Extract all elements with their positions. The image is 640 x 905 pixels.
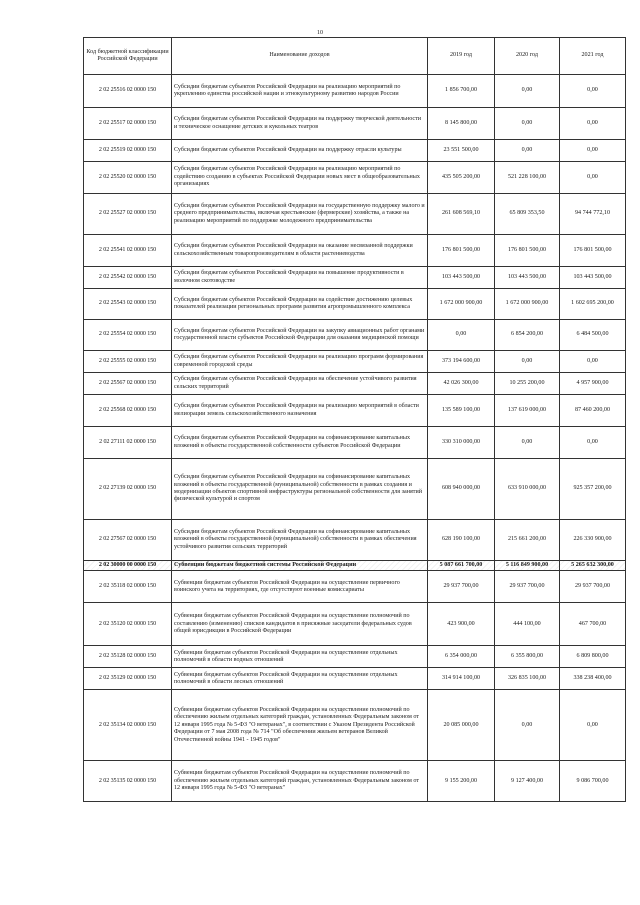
cell-name: Субсидии бюджетам субъектов Российской Федерации на реализацию мероприятий по укреплению единства российской нации и этнокультурному развитию народов России [172, 75, 428, 108]
cell-v2019: 5 087 661 700,00 [428, 561, 495, 571]
cell-v2019: 20 085 000,00 [428, 690, 495, 761]
cell-v2021: 176 801 500,00 [560, 235, 626, 267]
table-row [84, 140, 626, 162]
table-row [84, 668, 626, 690]
cell-code: 2 02 35129 02 0000 150 [84, 668, 172, 690]
cell-name: Субсидии бюджетам субъектов Российской Федерации на софинансирование капитальных вложений в объекты государственной (муниципальной) собственности в рамках обеспечения устойчивого развития сельских территорий [172, 520, 428, 561]
cell-v2021: 87 460 200,00 [560, 395, 626, 427]
cell-v2020: 29 937 700,00 [495, 571, 560, 603]
cell-name: Субсидии бюджетам субъектов Российской Федерации на реализацию мероприятий по содействию созданию в субъектах Российской Федерации новых мест в общеобразовательных организациях [172, 162, 428, 194]
cell-v2020: 444 100,00 [495, 603, 560, 646]
cell-code: 2 02 27111 02 0000 150 [84, 427, 172, 459]
cell-v2019: 23 551 500,00 [428, 140, 495, 162]
header-2019: 2019 год [428, 38, 495, 75]
table-row [84, 320, 626, 351]
cell-v2019: 1 672 000 900,00 [428, 289, 495, 320]
cell-name: Субвенции бюджетам субъектов Российской Федерации на осуществление полномочий по составлению (изменению) списков кандидатов в присяжные заседатели федеральных судов общей юрисдикции в Российской Федерации [172, 603, 428, 646]
cell-name: Субсидии бюджетам субъектов Российской Федерации на софинансирование капитальных вложений в объекты государственной (муниципальной) собственности в рамках создания и модернизации объектов спортивной инфраструктуры региональной собственности для занятий физической культурой и спортом [172, 459, 428, 520]
cell-v2019: 176 801 500,00 [428, 235, 495, 267]
cell-name: Субсидии бюджетам субъектов Российской Федерации на реализацию мероприятий в области мелиорации земель сельскохозяйственного назначения [172, 395, 428, 427]
table-row-total [84, 561, 626, 571]
cell-v2021: 0,00 [560, 75, 626, 108]
cell-v2021: 226 330 900,00 [560, 520, 626, 561]
cell-code: 2 02 25567 02 0000 150 [84, 373, 172, 395]
cell-v2021: 925 357 200,00 [560, 459, 626, 520]
cell-v2019: 6 354 000,00 [428, 646, 495, 668]
cell-v2021: 6 484 500,00 [560, 320, 626, 351]
cell-v2021: 0,00 [560, 162, 626, 194]
table-header-row [84, 38, 626, 75]
cell-v2021: 0,00 [560, 140, 626, 162]
cell-v2020: 10 255 200,00 [495, 373, 560, 395]
cell-code: 2 02 25568 02 0000 150 [84, 395, 172, 427]
cell-v2020: 65 809 353,50 [495, 194, 560, 235]
cell-v2020: 215 661 200,00 [495, 520, 560, 561]
cell-code: 2 02 30000 00 0000 150 [84, 561, 172, 571]
table-row [84, 690, 626, 761]
header-code: Код бюджетной классификации Российской Федерации [84, 38, 172, 75]
cell-name: Субсидии бюджетам субъектов Российской Федерации на содействие достижению целевых показателей реализации региональных программ развития агропромышленного комплекса [172, 289, 428, 320]
cell-code: 2 02 25543 02 0000 150 [84, 289, 172, 320]
table-row [84, 373, 626, 395]
cell-v2020: 6 355 800,00 [495, 646, 560, 668]
table-row [84, 75, 626, 108]
cell-v2020: 0,00 [495, 75, 560, 108]
cell-v2020: 6 854 200,00 [495, 320, 560, 351]
cell-v2019: 261 608 569,10 [428, 194, 495, 235]
cell-v2020: 521 228 100,00 [495, 162, 560, 194]
cell-v2021: 4 957 900,00 [560, 373, 626, 395]
cell-v2020: 176 801 500,00 [495, 235, 560, 267]
cell-v2021: 0,00 [560, 690, 626, 761]
cell-v2021: 5 265 632 300,00 [560, 561, 626, 571]
cell-v2020: 0,00 [495, 140, 560, 162]
cell-name: Субвенции бюджетам субъектов Российской Федерации на осуществление отдельных полномочий в области лесных отношений [172, 668, 428, 690]
cell-v2021: 338 238 400,00 [560, 668, 626, 690]
table-row [84, 427, 626, 459]
header-name: Наименование доходов [172, 38, 428, 75]
table-row [84, 351, 626, 373]
cell-code: 2 02 25542 02 0000 150 [84, 267, 172, 289]
cell-code: 2 02 25554 02 0000 150 [84, 320, 172, 351]
cell-v2019: 9 155 200,00 [428, 761, 495, 802]
cell-v2019: 0,00 [428, 320, 495, 351]
cell-name: Субсидии бюджетам субъектов Российской Федерации на повышение продуктивности в молочном скотоводстве [172, 267, 428, 289]
table-row [84, 520, 626, 561]
cell-v2019: 423 900,00 [428, 603, 495, 646]
cell-v2019: 330 310 000,00 [428, 427, 495, 459]
cell-name: Субвенции бюджетам субъектов Российской Федерации на осуществление отдельных полномочий в области водных отношений [172, 646, 428, 668]
cell-v2020: 0,00 [495, 351, 560, 373]
table-row [84, 194, 626, 235]
cell-code: 2 02 35128 02 0000 150 [84, 646, 172, 668]
cell-v2020: 0,00 [495, 427, 560, 459]
cell-v2021: 1 602 695 200,00 [560, 289, 626, 320]
cell-name: Субвенции бюджетам субъектов Российской Федерации на осуществление полномочий по обеспечению жильем отдельных категорий граждан, установленных Федеральным законом от 12 января 1995 года № 5-ФЗ "О ветеранах" [172, 761, 428, 802]
cell-name: Субсидии бюджетам субъектов Российской Федерации на реализацию программ формирования современной городской среды [172, 351, 428, 373]
cell-code: 2 02 25527 02 0000 150 [84, 194, 172, 235]
cell-v2021: 103 443 500,00 [560, 267, 626, 289]
cell-v2019: 373 194 600,00 [428, 351, 495, 373]
cell-v2021: 467 700,00 [560, 603, 626, 646]
cell-v2020: 103 443 500,00 [495, 267, 560, 289]
header-2020: 2020 год [495, 38, 560, 75]
cell-name: Субвенции бюджетам субъектов Российской Федерации на осуществление полномочий по обеспечению жильем отдельных категорий граждан, установленных Федеральным законом от 12 января 1995 года № 5-ФЗ "О ветеранах", в соответствии с Указом Президента Российской Федерации от 7 мая 2008 года № 714 "Об обеспечении жильем ветеранов Великой Отечественной войны 1941 - 1945 годов" [172, 690, 428, 761]
table-row [84, 108, 626, 140]
cell-v2019: 1 856 700,00 [428, 75, 495, 108]
cell-v2021: 94 744 772,10 [560, 194, 626, 235]
cell-v2020: 0,00 [495, 690, 560, 761]
cell-v2021: 0,00 [560, 108, 626, 140]
cell-name: Субсидии бюджетам субъектов Российской Федерации на оказание несвязанной поддержки сельскохозяйственным товаропроизводителям в области растениеводства [172, 235, 428, 267]
cell-name: Субсидии бюджетам субъектов Российской Федерации на обеспечение устойчивого развития сельских территорий [172, 373, 428, 395]
cell-code: 2 02 25519 02 0000 150 [84, 140, 172, 162]
cell-v2021: 6 809 800,00 [560, 646, 626, 668]
cell-code: 2 02 35134 02 0000 150 [84, 690, 172, 761]
cell-v2019: 608 940 000,00 [428, 459, 495, 520]
table-row [84, 289, 626, 320]
cell-v2020: 326 835 100,00 [495, 668, 560, 690]
cell-code: 2 02 25517 02 0000 150 [84, 108, 172, 140]
cell-code: 2 02 27567 02 0000 150 [84, 520, 172, 561]
cell-name: Субсидии бюджетам субъектов Российской Федерации на поддержку творческой деятельности и техническое оснащение детских и кукольных театров [172, 108, 428, 140]
cell-v2019: 42 026 300,00 [428, 373, 495, 395]
cell-v2021: 29 937 700,00 [560, 571, 626, 603]
cell-v2019: 628 190 100,00 [428, 520, 495, 561]
cell-v2021: 0,00 [560, 351, 626, 373]
table-row [84, 571, 626, 603]
cell-v2020: 5 116 849 900,00 [495, 561, 560, 571]
cell-name: Субсидии бюджетам субъектов Российской Федерации на поддержку отрасли культуры [172, 140, 428, 162]
cell-v2019: 103 443 500,00 [428, 267, 495, 289]
budget-table [83, 37, 626, 802]
cell-v2019: 435 505 200,00 [428, 162, 495, 194]
cell-v2020: 0,00 [495, 108, 560, 140]
table-row [84, 646, 626, 668]
cell-code: 2 02 35120 02 0000 150 [84, 603, 172, 646]
cell-name: Субсидии бюджетам субъектов Российской Федерации на закупку авиационных работ органами государственной власти субъектов Российской Федерации для оказания медицинской помощи [172, 320, 428, 351]
cell-name: Субсидии бюджетам субъектов Российской Федерации на софинансирование капитальных вложений в объекты государственной собственности субъектов Российской Федерации [172, 427, 428, 459]
cell-code: 2 02 35118 02 0000 150 [84, 571, 172, 603]
cell-code: 2 02 25555 02 0000 150 [84, 351, 172, 373]
cell-code: 2 02 25541 02 0000 150 [84, 235, 172, 267]
cell-v2020: 1 672 000 900,00 [495, 289, 560, 320]
cell-v2021: 0,00 [560, 427, 626, 459]
cell-code: 2 02 25516 02 0000 150 [84, 75, 172, 108]
page-number: 10 [317, 30, 323, 36]
cell-code: 2 02 25520 02 0000 150 [84, 162, 172, 194]
table-row [84, 603, 626, 646]
cell-v2021: 9 086 700,00 [560, 761, 626, 802]
table-row [84, 395, 626, 427]
cell-code: 2 02 27139 02 0000 150 [84, 459, 172, 520]
cell-v2019: 29 937 700,00 [428, 571, 495, 603]
cell-v2019: 135 589 100,00 [428, 395, 495, 427]
table-row [84, 235, 626, 267]
cell-v2020: 137 619 000,00 [495, 395, 560, 427]
cell-name: Субвенции бюджетам бюджетной системы Российской Федерации [172, 561, 428, 571]
cell-v2019: 8 145 800,00 [428, 108, 495, 140]
table-row [84, 459, 626, 520]
cell-v2020: 633 910 000,00 [495, 459, 560, 520]
header-2021: 2021 год [560, 38, 626, 75]
cell-name: Субвенции бюджетам субъектов Российской Федерации на осуществление первичного воинского учета на территориях, где отсутствуют военные комиссариаты [172, 571, 428, 603]
table-row [84, 267, 626, 289]
cell-v2020: 9 127 400,00 [495, 761, 560, 802]
cell-name: Субсидии бюджетам субъектов Российской Федерации на государственную поддержку малого и среднего предпринимательства, включая крестьянские (фермерские) хозяйства, а также на реализацию мероприятий по поддержке молодежного предпринимательства [172, 194, 428, 235]
cell-code: 2 02 35135 02 0000 150 [84, 761, 172, 802]
cell-v2019: 314 914 100,00 [428, 668, 495, 690]
table-row [84, 162, 626, 194]
table-row [84, 761, 626, 802]
